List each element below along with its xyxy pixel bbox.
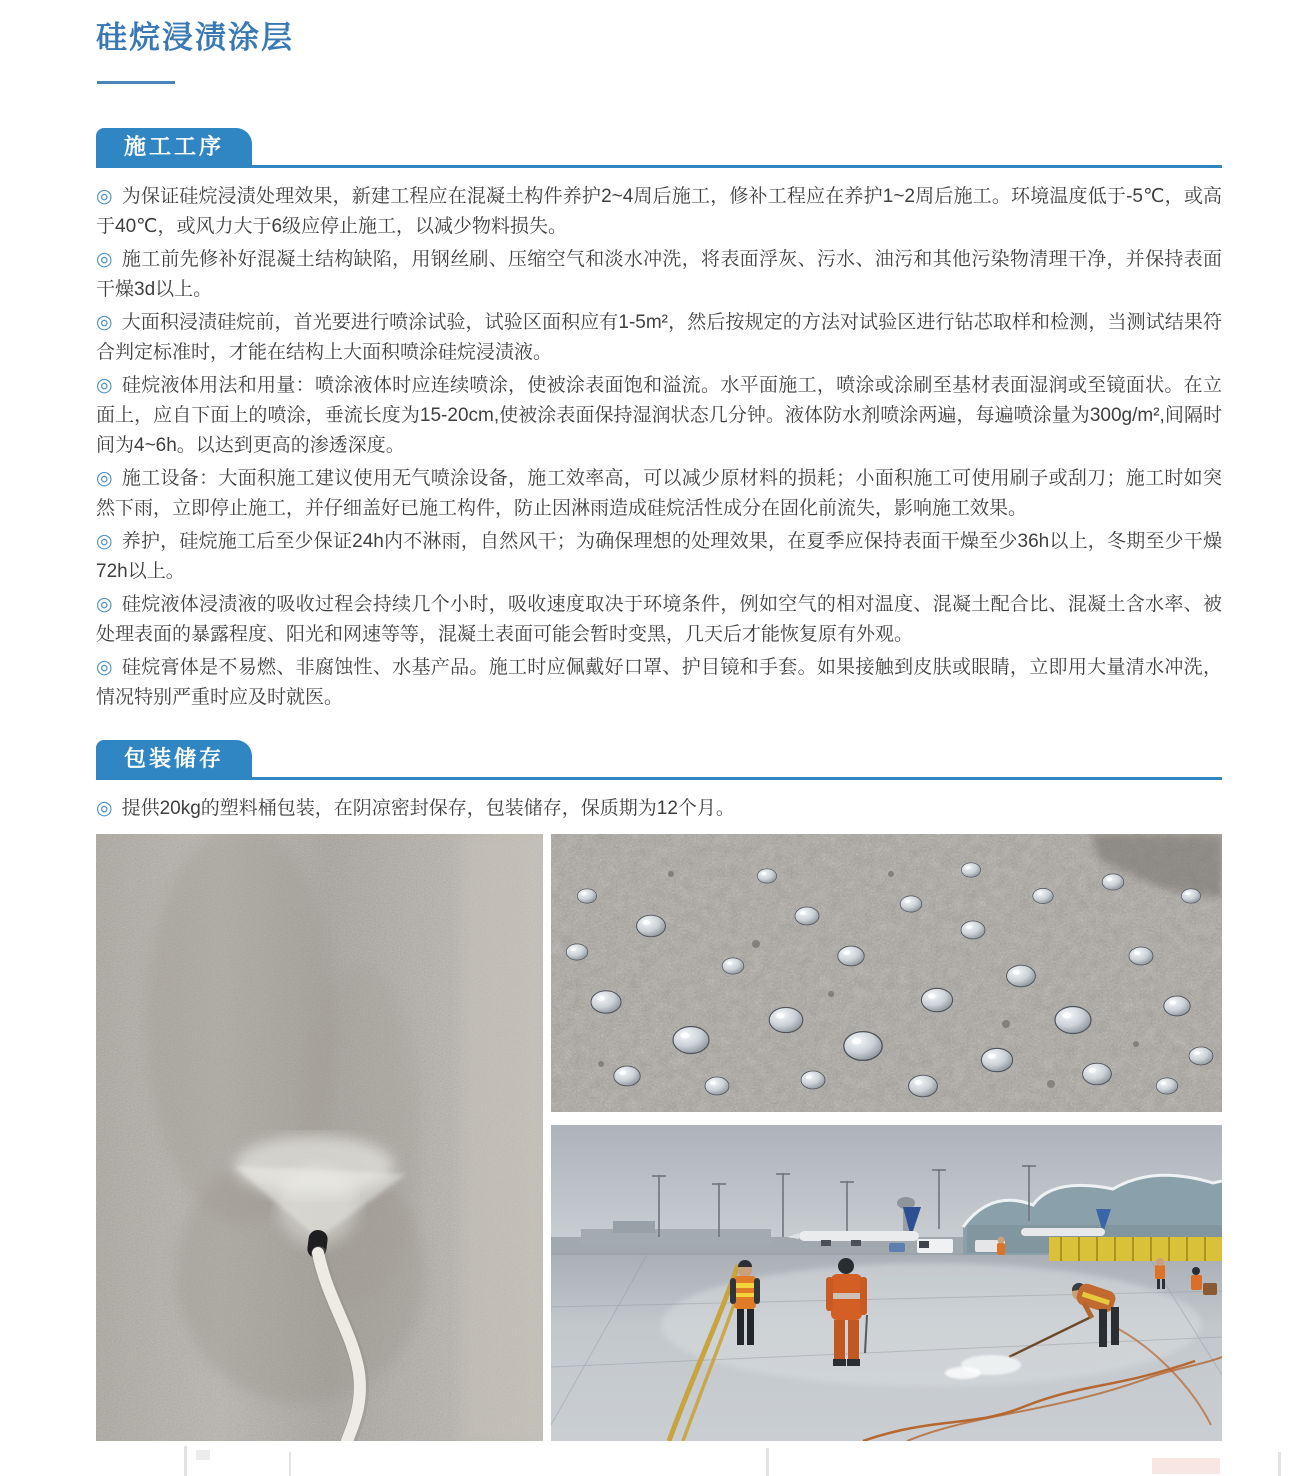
section-packaging-storage bbox=[96, 740, 1222, 827]
title-underline bbox=[97, 81, 175, 84]
section-construction-procedure bbox=[96, 128, 1222, 716]
bullet-text: 为保证硅烷浸渍处理效果，新建工程应在混凝土构件养护2~4周后施工，修补工程应在养护1~2周后施工。环境温度低于-5℃，或高于40℃，或风力大于6级应停止施工，以减少物料损失。 bbox=[96, 186, 1222, 237]
bullet-marker-icon: ◎ bbox=[96, 531, 113, 552]
section-heading-rule bbox=[96, 740, 1222, 780]
bullet-marker-icon: ◎ bbox=[96, 312, 113, 333]
bullet-item bbox=[96, 590, 1222, 650]
bullet-marker-icon: ◎ bbox=[96, 798, 113, 819]
bullet-item bbox=[96, 182, 1222, 242]
bullet-marker-icon: ◎ bbox=[96, 375, 113, 396]
bullet-list bbox=[96, 182, 1222, 713]
section-heading-tab: 施工工序 bbox=[96, 128, 252, 165]
bullet-list bbox=[96, 794, 1222, 824]
bullet-item bbox=[96, 245, 1222, 305]
hydrophobic-beading-photo bbox=[551, 834, 1222, 1112]
bullet-text: 施工前先修补好混凝土结构缺陷，用钢丝刷、压缩空气和淡水冲洗，将表面浮灰、污水、油污和其他污染物清理干净，并保持表面干燥3d以上。 bbox=[96, 249, 1222, 300]
bullet-marker-icon: ◎ bbox=[96, 249, 113, 270]
bullet-text: 硅烷液体浸渍液的吸收过程会持续几个小时，吸收速度取决于环境条件，例如空气的相对温度、混凝土配合比、混凝土含水率、被处理表面的暴露程度、阳光和网速等等，混凝土表面可能会暂时变黑，几天后才能恢复原有外观。 bbox=[96, 594, 1222, 645]
bullet-text: 养护，硅烷施工后至少保证24h内不淋雨，自然风干；为确保理想的处理效果，在夏季应保持表面干燥至少36h以上，冬期至少干燥72h以上。 bbox=[96, 531, 1222, 582]
bullet-item bbox=[96, 464, 1222, 524]
bullet-text: 硅烷液体用法和用量：喷涂液体时应连续喷涂，使被涂表面饱和溢流。水平面施工，喷涂或涂刷至基材表面湿润或至镜面状。在立面上，应自下面上的喷涂，垂流长度为15-20cm,使被涂表面保持湿润状态几分钟。液体防水剂喷涂两遍，每遍喷涂量为300g/m²,间隔时间为4~6h。以达到更高的渗透深度。 bbox=[96, 375, 1222, 456]
bullet-marker-icon: ◎ bbox=[96, 657, 113, 678]
bullet-item bbox=[96, 308, 1222, 368]
page-title: 硅烷浸渍涂层 bbox=[96, 20, 294, 55]
bullet-text: 大面积浸渍硅烷前，首光要进行喷涂试验，试验区面积应有1-5m²，然后按规定的方法对试验区进行钻芯取样和检测，当测试结果符合判定标准时，才能在结构上大面积喷涂硅烷浸渍液。 bbox=[96, 312, 1222, 363]
bullet-item bbox=[96, 527, 1222, 587]
bullet-item bbox=[96, 653, 1222, 713]
silane-spray-wall-photo bbox=[96, 834, 543, 1441]
section-heading-rule bbox=[96, 128, 1222, 168]
bullet-marker-icon: ◎ bbox=[96, 594, 113, 615]
airport-apron-spraying-photo bbox=[551, 1125, 1222, 1441]
bullet-text: 施工设备：大面积施工建议使用无气喷涂设备，施工效率高，可以减少原材料的损耗；小面积施工可使用刷子或刮刀；施工时如突然下雨，立即停止施工，并仔细盖好已施工构件，防止因淋雨造成硅烷活性成分在固化前流失，影响施工效果。 bbox=[96, 468, 1222, 519]
bullet-text: 提供20kg的塑料桶包装，在阴凉密封保存，包装储存，保质期为12个月。 bbox=[121, 798, 735, 819]
bullet-text: 硅烷膏体是不易燃、非腐蚀性、水基产品。施工时应佩戴好口罩、护目镜和手套。如果接触到皮肤或眼睛，立即用大量清水冲洗，情况特别严重时应及时就医。 bbox=[96, 657, 1222, 708]
bullet-item bbox=[96, 371, 1222, 461]
bullet-marker-icon: ◎ bbox=[96, 186, 113, 207]
bullet-item bbox=[96, 794, 1222, 824]
bullet-marker-icon: ◎ bbox=[96, 468, 113, 489]
section-heading-tab: 包装储存 bbox=[96, 740, 252, 777]
